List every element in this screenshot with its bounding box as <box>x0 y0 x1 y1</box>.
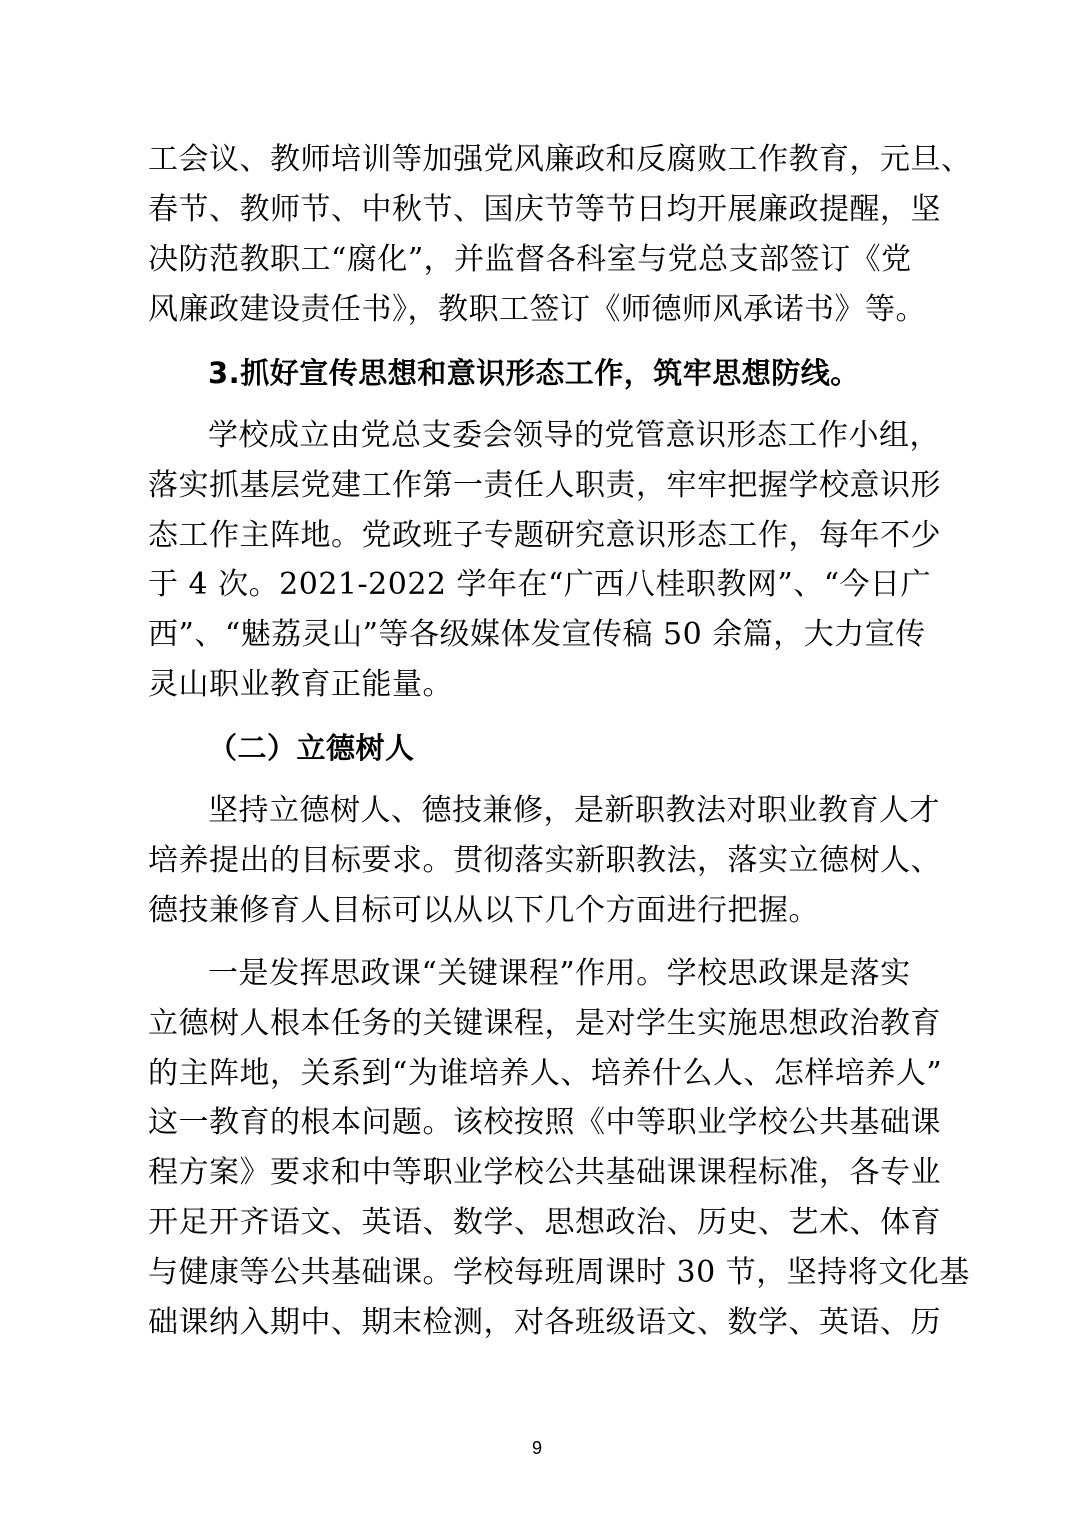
body-text-line: 这一教育的根本问题。该校按照《中等职业学校公共基础课 <box>148 1105 941 1140</box>
body-text-line: 开足开齐语文、英语、数学、思想政治、历史、艺术、体育 <box>148 1205 941 1240</box>
body-text-line: 态工作主阵地。党政班子专题研究意识形态工作，每年不少 <box>148 518 941 553</box>
section-heading: （二）立德树人 <box>208 731 415 765</box>
body-text-line: 西”、“魅荔灵山”等各级媒体发宣传稿 50 余篇，大力宣传 <box>148 617 926 652</box>
body-text-line: 的主阵地，关系到“为谁培养人、培养什么人、怎样培养人” <box>148 1056 943 1091</box>
body-text-line: 风廉政建设责任书》，教职工签订《师德师风承诺书》等。 <box>148 292 926 327</box>
page-number: 9 <box>531 1438 542 1458</box>
body-text-line: 培养提出的目标要求。贯彻落实新职教法，落实立德树人、 <box>148 843 941 878</box>
body-text-line: 础课纳入期中、期末检测，对各班级语文、数学、英语、历 <box>148 1305 941 1340</box>
body-text-line: 立德树人根本任务的关键课程，是对学生实施思想政治教育 <box>148 1006 941 1041</box>
body-text-line: 落实抓基层党建工作第一责任人职责，牢牢把握学校意识形 <box>148 468 941 503</box>
body-text-line: 春节、教师节、中秋节、国庆节等节日均开展廉政提醒，坚 <box>148 192 941 227</box>
body-text-line: 程方案》要求和中等职业学校公共基础课课程标准，各专业 <box>148 1155 941 1190</box>
body-text-line: 德技兼修育人目标可以从以下几个方面进行把握。 <box>148 893 819 928</box>
body-text-line: 一是发挥思政课“关键课程”作用。学校思政课是落实 <box>208 956 911 991</box>
body-text-line: 学校成立由党总支委会领导的党管意识形态工作小组， <box>208 418 940 453</box>
body-text-line: 于 4 次。2021-2022 学年在“广西八桂职教网”、“今日广 <box>148 567 932 602</box>
body-text-line: 坚持立德树人、德技兼修，是新职教法对职业教育人才 <box>208 793 940 828</box>
body-text-line: 工会议、教师培训等加强党风廉政和反腐败工作教育，元旦、 <box>148 142 972 177</box>
body-text-line: 与健康等公共基础课。学校每班周课时 30 节，坚持将文化基 <box>148 1255 970 1290</box>
body-text-line: 灵山职业教育正能量。 <box>148 667 453 702</box>
body-text-line: 决防范教职工“腐化”，并监督各科室与党总支部签订《党 <box>148 242 912 277</box>
section-heading: 3.抓好宣传思想和意识形态工作，筑牢思想防线。 <box>208 356 860 390</box>
